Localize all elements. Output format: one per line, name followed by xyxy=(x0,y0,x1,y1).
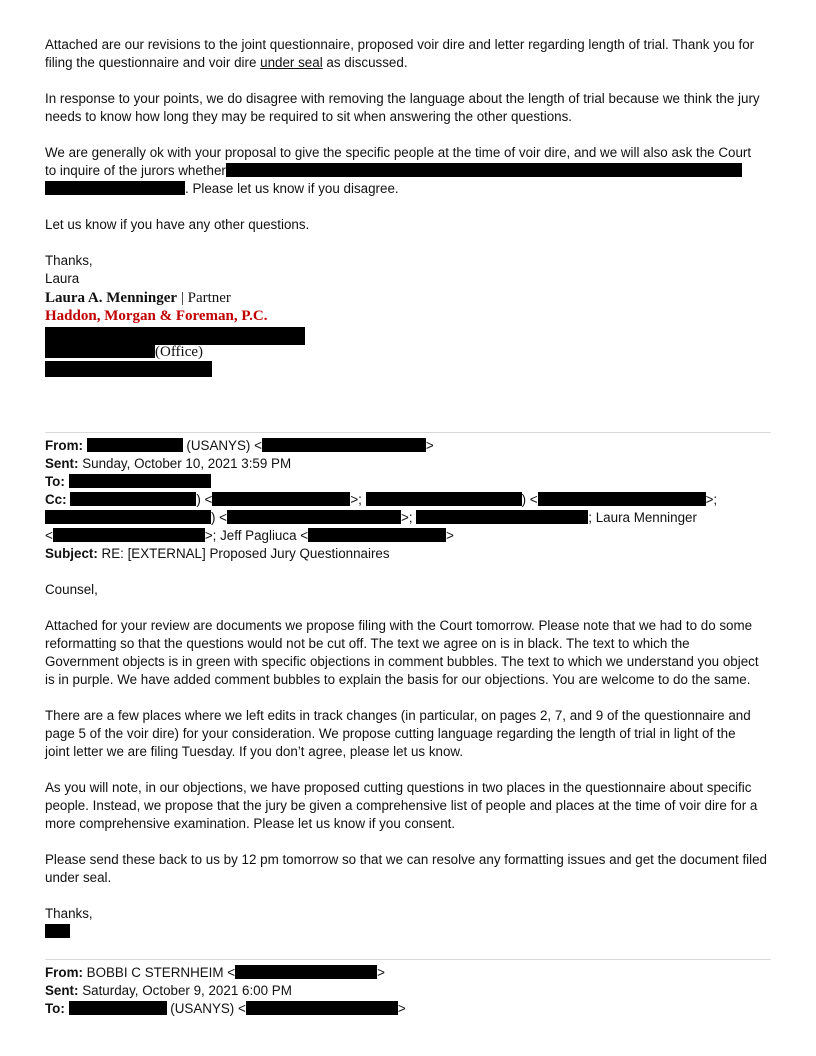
redaction xyxy=(226,163,742,177)
signature-redaction-line xyxy=(45,923,70,941)
redaction xyxy=(87,438,183,452)
redaction xyxy=(45,361,212,377)
body-line: filing the questionnaire and voir dire under seal as discussed. xyxy=(45,55,408,70)
redaction xyxy=(70,492,196,506)
body-line: Attached for your review are documents we propose filing with the Court tomorrow. Please note that we had to do some xyxy=(45,618,753,633)
signature-name-line: Laura A. Menninger | Partner xyxy=(45,290,231,306)
redaction xyxy=(69,1001,167,1015)
body-line: We are generally ok with your proposal to give the specific people at the time of voir dire, and we will also ask the Court xyxy=(45,145,752,160)
body-line: There are a few places where we left edits in track changes (in particular, on pages 2, 7, and 9 of the questionnaire and xyxy=(45,708,751,723)
redaction xyxy=(212,492,350,506)
closing-thanks: Thanks, xyxy=(45,906,93,921)
redaction xyxy=(69,474,211,488)
email-divider xyxy=(45,959,771,960)
body-line: . Please let us know if you disagree. xyxy=(45,180,399,198)
body-line: reformatting so that the questions would not be cut off. The text we agree on is in black. The text to which the xyxy=(45,636,690,651)
greeting: Counsel, xyxy=(45,582,98,597)
body-line: Please send these back to us by 12 pm tomorrow so that we can resolve any formatting issues and get the document filed xyxy=(45,852,768,867)
signature-office-line: (Office) xyxy=(45,343,203,361)
body-line: more comprehensive examination. Please let us know if you consent. xyxy=(45,816,456,831)
redaction xyxy=(538,492,706,506)
closing-thanks: Thanks, xyxy=(45,253,93,268)
body-line: under seal. xyxy=(45,870,112,885)
redaction xyxy=(53,528,205,542)
email-cc-line: ) < >; ; Laura Menninger xyxy=(45,509,697,527)
email-sent-line: Sent: Sunday, October 10, 2021 3:59 PM xyxy=(45,456,292,471)
closing-name: Laura xyxy=(45,271,80,286)
signature-redaction-line xyxy=(45,361,212,380)
body-line: page 5 of the voir dire) for your consideration. We propose cutting language regarding the length of trial in light of the xyxy=(45,726,736,741)
email-divider xyxy=(45,432,771,433)
under-seal-text: under seal xyxy=(260,55,323,70)
redaction xyxy=(45,510,211,524)
email-cc-line: Cc: ) < >; ) < >; xyxy=(45,492,718,507)
redaction xyxy=(45,344,155,358)
body-line: joint letter we are filing Tuesday. If you don’t agree, please let us know. xyxy=(45,744,464,759)
email-to-line: To: xyxy=(45,473,211,491)
email-from-line: From: BOBBI C STERNHEIM < > xyxy=(45,965,385,980)
redaction xyxy=(416,510,588,524)
body-line: Let us know if you have any other questions. xyxy=(45,217,310,232)
email-from-line: From: (USANYS) < > xyxy=(45,438,434,453)
redaction xyxy=(262,438,426,452)
redaction xyxy=(308,528,446,542)
body-line: needs to know how long they may be required to sit when answering the other questions. xyxy=(45,109,573,124)
redaction xyxy=(227,510,401,524)
body-line: to inquire of the jurors whether xyxy=(45,162,742,180)
body-line: is in purple. We have added comment bubbles to explain the basis for our objections. You are welcome to do the same. xyxy=(45,672,751,687)
body-line: Government objects is in green with specific objections in comment bubbles. The text to which we understand you object xyxy=(45,654,759,669)
email-cc-line: < >; Jeff Pagliuca < > xyxy=(45,528,454,543)
body-line: Attached are our revisions to the joint questionnaire, proposed voir dire and letter regarding length of trial. Thank you for xyxy=(45,37,755,52)
redaction xyxy=(366,492,522,506)
redaction xyxy=(45,924,70,938)
signature-firm: Haddon, Morgan & Foreman, P.C. xyxy=(45,308,268,324)
body-line: people. Instead, we propose that the jury be given a comprehensive list of people and places at the time of voir dire for a xyxy=(45,798,758,813)
body-line: In response to your points, we do disagree with removing the language about the length of trial because we think the jury xyxy=(45,91,760,106)
email-sent-line: Sent: Saturday, October 9, 2021 6:00 PM xyxy=(45,983,292,998)
redaction xyxy=(246,1001,398,1015)
body-line: As you will note, in our objections, we have proposed cutting questions in two places in the questionnaire about specific xyxy=(45,780,752,795)
email-subject-line: Subject: RE: [EXTERNAL] Proposed Jury Questionnaires xyxy=(45,546,390,561)
redaction xyxy=(45,181,185,195)
redaction xyxy=(235,965,377,979)
email-to-line: To: (USANYS) < > xyxy=(45,1001,406,1016)
